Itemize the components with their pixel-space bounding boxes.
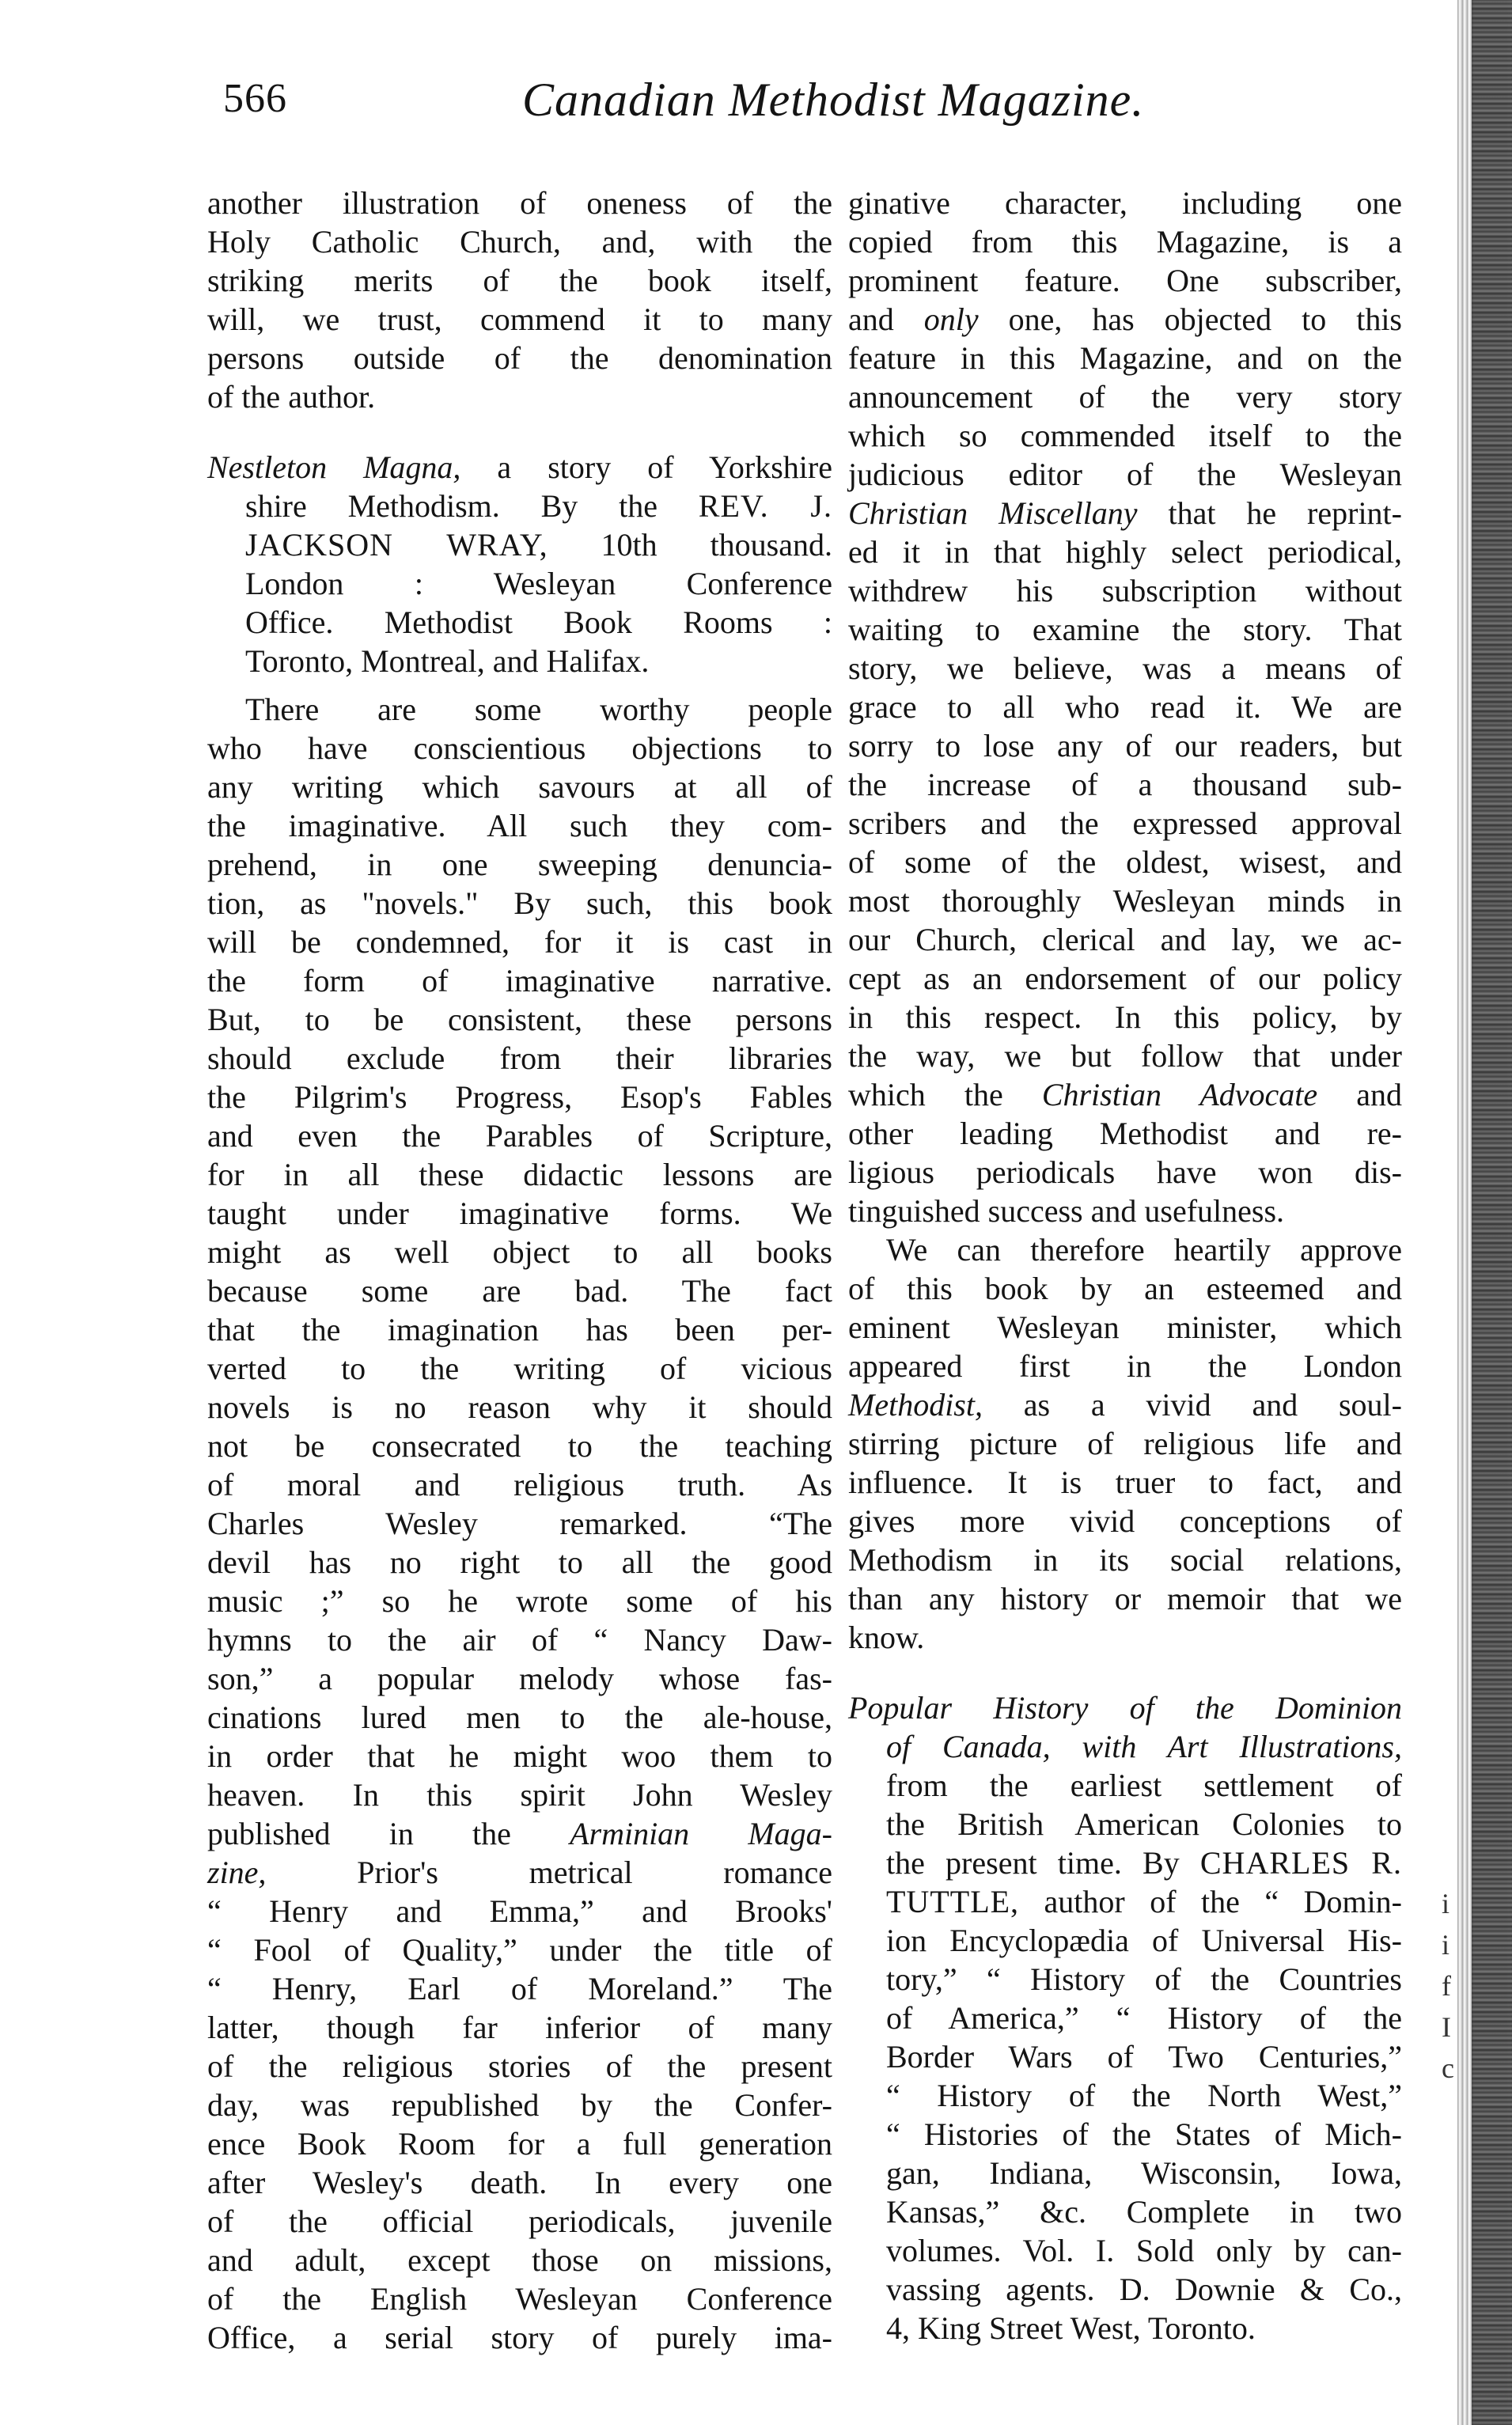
text-line: cept as an endorsement of our policy xyxy=(848,961,1402,996)
text-line: novels is no reason why it should xyxy=(207,1389,832,1425)
text-line: There are some worthy people xyxy=(245,692,832,727)
text-line: day, was republished by the Confer- xyxy=(207,2087,832,2123)
text-line: judicious editor of the Wesleyan xyxy=(848,457,1402,492)
text-line: the way, we but follow that under xyxy=(848,1038,1402,1074)
text-line: ed it in that highly select periodical, xyxy=(848,534,1402,570)
running-title: Canadian Methodist Magazine. xyxy=(522,74,1145,126)
text-line: ence Book Room for a full generation xyxy=(207,2126,832,2162)
text-line: of this book by an esteemed and xyxy=(848,1271,1402,1306)
text-line: story, we believe, was a means of xyxy=(848,650,1402,686)
text-line: Office, a serial story of purely ima- xyxy=(207,2320,832,2355)
text-line: because some are bad. The fact xyxy=(207,1273,832,1309)
book-title: of Canada, with Art Illustrations, xyxy=(886,1729,1402,1764)
right-column xyxy=(848,184,1402,2347)
text-line: prominent feature. One subscriber, xyxy=(848,263,1402,298)
text-line: than any history or memoir that we xyxy=(848,1581,1402,1616)
text-line: Border Wars of Two Centuries,” xyxy=(886,2039,1402,2075)
text-line: will, we trust, commend it to many xyxy=(207,301,832,337)
text-line: of the author. xyxy=(207,379,376,415)
author-name: REV. J. xyxy=(698,488,832,524)
text-line: withdrew his subscription without xyxy=(848,573,1402,608)
text-line: in this respect. In this policy, by xyxy=(848,999,1402,1035)
author-name: JACKSON WRAY, xyxy=(245,527,548,563)
text-fragment: and xyxy=(848,301,924,337)
text-line: which so commended itself to the xyxy=(848,418,1402,453)
review-conclusion-paragraph xyxy=(848,1230,1402,1657)
text-fragment: as a vivid and soul- xyxy=(982,1387,1402,1423)
periodical-title: Christian Advocate xyxy=(1041,1077,1318,1112)
text-line: will be condemned, for it is cast in xyxy=(207,924,832,960)
text-line: “ History of the North West,” xyxy=(886,2078,1402,2113)
text-line: our Church, clerical and lay, we ac- xyxy=(848,922,1402,957)
left-column xyxy=(207,184,832,2357)
text-line: and even the Parables of Scripture, xyxy=(207,1118,832,1154)
text-line: other leading Methodist and re- xyxy=(848,1116,1402,1151)
margin-mark: I xyxy=(1442,2011,1451,2043)
text-line: devil has no right to all the good xyxy=(207,1544,832,1580)
text-line: vassing agents. D. Downie & Co., xyxy=(886,2272,1402,2307)
text-line: the increase of a thousand sub- xyxy=(848,767,1402,802)
text-line: prehend, in one sweeping denuncia- xyxy=(207,847,832,882)
text-line: of the English Wesleyan Conference xyxy=(207,2281,832,2317)
text-line: the Pilgrim's Progress, Esop's Fables xyxy=(207,1079,832,1115)
text-line: of America,” “ History of the xyxy=(886,2000,1402,2036)
text-fragment: that he reprint- xyxy=(1137,495,1402,531)
text-line: in order that he might woo them to xyxy=(207,1738,832,1774)
text-line: not be consecrated to the teaching xyxy=(207,1428,832,1464)
text-fragment: 10th thousand. xyxy=(548,527,833,563)
text-line: and adult, except those on missions, xyxy=(207,2242,832,2278)
text-line: that the imagination has been per- xyxy=(207,1312,832,1347)
text-line: of the religious stories of the present xyxy=(207,2048,832,2084)
text-line: We can therefore heartily approve xyxy=(886,1232,1402,1267)
text-line: verted to the writing of vicious xyxy=(207,1351,832,1386)
text-line: might as well object to all books xyxy=(207,1234,832,1270)
periodical-title: Christian Miscellany xyxy=(848,495,1138,531)
margin-mark: i xyxy=(1442,1888,1450,1919)
text-line: 4, King Street West, Toronto. xyxy=(886,2310,1256,2346)
margin-mark: c xyxy=(1442,2052,1454,2084)
text-line: “ Henry and Emma,” and Brooks' xyxy=(207,1893,832,1929)
text-line: Kansas,” &c. Complete in two xyxy=(886,2194,1402,2230)
page-number: 566 xyxy=(223,76,287,121)
book-notice-nestleton-magna xyxy=(207,448,832,680)
text-line: after Wesley's death. In every one xyxy=(207,2165,832,2200)
text-line: ligious periodicals have won dis- xyxy=(848,1154,1402,1190)
text-line: another illustration of oneness of the xyxy=(207,185,832,221)
text-fragment: which the xyxy=(848,1077,1042,1112)
text-line: for in all these didactic lessons are xyxy=(207,1157,832,1192)
text-line: persons outside of the denomination xyxy=(207,340,832,376)
text-line: tory,” “ History of the Countries xyxy=(886,1961,1402,1997)
text-line: eminent Wesleyan minister, which xyxy=(848,1309,1402,1345)
text-line: Charles Wesley remarked. “The xyxy=(207,1506,832,1541)
text-line: influence. It is truer to fact, and xyxy=(848,1464,1402,1500)
text-line: scribers and the expressed approval xyxy=(848,805,1402,841)
text-line: who have conscientious objections to xyxy=(207,730,832,766)
text-fragment: a story of Yorkshire xyxy=(460,449,832,485)
margin-marks xyxy=(1442,1883,1454,2089)
author-name: TUTTLE, xyxy=(886,1884,1020,1919)
text-line: hymns to the air of “ Nancy Daw- xyxy=(207,1622,832,1658)
text-line: But, to be consistent, these persons xyxy=(207,1002,832,1037)
review-paragraph xyxy=(207,690,832,2357)
text-line: of the official periodicals, juvenile xyxy=(207,2203,832,2239)
text-line: the form of imaginative narrative. xyxy=(207,963,832,998)
text-line: Office. Methodist Book Rooms : xyxy=(245,604,832,640)
text-fragment: one, has objected to this xyxy=(978,301,1403,337)
periodical-title: zine, xyxy=(207,1855,267,1890)
text-line: of some of the oldest, wisest, and xyxy=(848,844,1402,880)
text-line: should exclude from their libraries xyxy=(207,1040,832,1076)
book-title: Nestleton Magna, xyxy=(207,449,461,485)
text-line: gives more vivid conceptions of xyxy=(848,1503,1402,1539)
text-fragment: published in the xyxy=(207,1816,570,1851)
paragraph-continuation xyxy=(207,184,832,416)
text-fragment: the present time. By xyxy=(886,1845,1200,1881)
text-line: copied from this Magazine, is a xyxy=(848,224,1402,260)
text-line: waiting to examine the story. That xyxy=(848,612,1402,647)
book-title: Popular History of the Dominion xyxy=(848,1690,1402,1726)
text-fragment: and xyxy=(1317,1077,1402,1112)
text-fragment: author of the “ Domin- xyxy=(1019,1884,1402,1919)
text-line: most thoroughly Wesleyan minds in xyxy=(848,883,1402,919)
author-name: CHARLES R. xyxy=(1199,1845,1402,1881)
text-line: from the earliest settlement of xyxy=(886,1768,1402,1803)
text-line: taught under imaginative forms. We xyxy=(207,1195,832,1231)
review-paragraph-continued xyxy=(848,184,1402,1230)
text-line: Methodism in its social relations, xyxy=(848,1542,1402,1578)
text-line: sorry to lose any of our readers, but xyxy=(848,728,1402,763)
text-line: stirring picture of religious life and xyxy=(848,1426,1402,1461)
text-line: striking merits of the book itself, xyxy=(207,263,832,298)
text-line: the British American Colonies to xyxy=(886,1806,1402,1842)
text-line: Holy Catholic Church, and, with the xyxy=(207,224,832,260)
text-line: of moral and religious truth. As xyxy=(207,1467,832,1502)
emphasis: only xyxy=(923,301,979,337)
periodical-title: Arminian Maga- xyxy=(570,1816,832,1851)
text-line: “ Henry, Earl of Moreland.” The xyxy=(207,1971,832,2006)
periodical-title: Methodist, xyxy=(848,1387,983,1423)
text-line: volumes. Vol. I. Sold only by can- xyxy=(886,2233,1402,2268)
text-line: London : Wesleyan Conference xyxy=(245,566,832,601)
book-notice-popular-history xyxy=(848,1688,1402,2347)
text-line: appeared first in the London xyxy=(848,1348,1402,1384)
text-line: son,” a popular melody whose fas- xyxy=(207,1661,832,1696)
text-line: any writing which savours at all of xyxy=(207,769,832,805)
text-line: ginative character, including one xyxy=(848,185,1402,221)
text-line: grace to all who read it. We are xyxy=(848,689,1402,725)
text-line: cinations lured men to the ale-house, xyxy=(207,1699,832,1735)
text-line: know. xyxy=(848,1620,925,1655)
text-line: the imaginative. All such they com- xyxy=(207,808,832,843)
text-fragment: Prior's metrical romance xyxy=(266,1855,832,1890)
text-line: “ Fool of Quality,” under the title of xyxy=(207,1932,832,1968)
text-line: announcement of the very story xyxy=(848,379,1402,415)
text-line: tion, as "novels." By such, this book xyxy=(207,885,832,921)
scan-edge-shadow xyxy=(1472,0,1512,2425)
text-line: heaven. In this spirit John Wesley xyxy=(207,1777,832,1813)
text-line: “ Histories of the States of Mich- xyxy=(886,2116,1402,2152)
text-line: ion Encyclopædia of Universal His- xyxy=(886,1923,1402,1958)
text-line: gan, Indiana, Wisconsin, Iowa, xyxy=(886,2155,1402,2191)
text-line: music ;” so he wrote some of his xyxy=(207,1583,832,1619)
text-line: tinguished success and usefulness. xyxy=(848,1193,1285,1229)
margin-mark: i xyxy=(1442,1929,1450,1961)
text-line: feature in this Magazine, and on the xyxy=(848,340,1402,376)
margin-mark: f xyxy=(1442,1970,1451,2002)
text-fragment: shire Methodism. By the xyxy=(245,488,699,524)
text-line: latter, though far inferior of many xyxy=(207,2010,832,2045)
text-line: Toronto, Montreal, and Halifax. xyxy=(245,643,650,679)
